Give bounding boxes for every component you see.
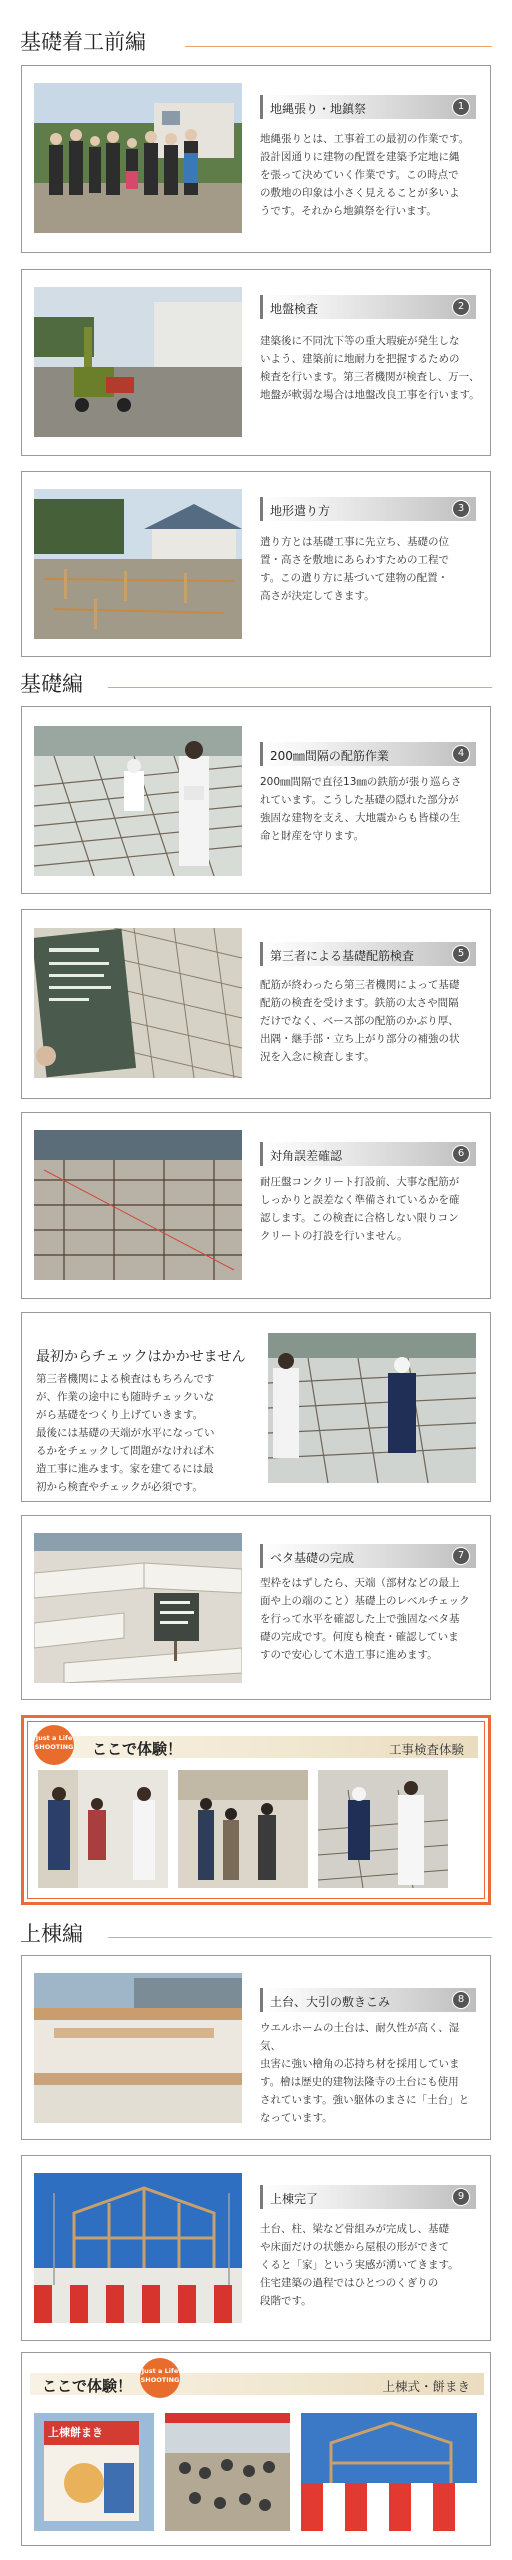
step-header [260, 2185, 476, 2209]
experience-catch: ここで体験！ [92, 1740, 183, 1758]
step-description: 配筋が終わったら第三者機関によって基礎 配筋の検査を受けます。鉄筋の太さや間隔 だけでなく、ベース部の配筋のかぶり厚、 出隅・継手部・立ち上がり部分の補強の状 況を入念に検査します。 [260, 979, 460, 1063]
check-panel [21, 1312, 491, 1502]
section-title-foundation: 基礎編 [20, 672, 83, 696]
slab-foundation-photo [34, 1533, 242, 1683]
step-number-badge: 2 [452, 298, 470, 316]
step-description: 建築後に不同沈下等の重大瑕疵が発生しな いよう、建築前に地耐力を把握するための 検査を行います。第三者機関が検査し、万一、 地盤が軟弱な場合は地盤改良工事を行います。 [260, 335, 480, 401]
rebar-work-photo [34, 726, 242, 876]
step-header [260, 1544, 476, 1568]
step-card-5 [21, 909, 491, 1099]
experience-label: 上棟式・餅まき [382, 2379, 470, 2394]
section-rule [108, 687, 492, 688]
ground-ceremony-photo [34, 83, 242, 233]
experience-photo-1 [38, 1770, 168, 1888]
check-panel-description: 第三者機関による検査はもちろんです が、作業の途中にも随時チェックいな がら基礎をつくり上げていきます。 最後には基礎の天端が水平になってい るかをチェックして問題がなければ木 造工事に進みます。家を建てるには最 初から検査やチェックが必須です。 [36, 1373, 215, 1493]
step-title: 200㎜間隔の配筋作業 [270, 749, 389, 763]
shooting-badge-icon: Just a Life SHOOTING [34, 1725, 74, 1765]
step-description: 遣り方とは基礎工事に先立ち、基礎の位 置・高さを敷地にあらわすための工程で す。この遣り方に基づいて建物の配置・ 高さが決定してきます。 [260, 536, 449, 602]
step-title: 対角誤差確認 [270, 1149, 343, 1163]
step-number-badge: 9 [452, 2188, 470, 2206]
step-header [260, 742, 476, 766]
step-title: 地盤検査 [270, 302, 319, 316]
mochimaki-sign-text: 上棟餅まき [48, 2426, 103, 2439]
section-rule [108, 1937, 492, 1938]
step-title: 第三者による基礎配筋検査 [270, 949, 415, 963]
experience-header [30, 2373, 484, 2395]
experience-box-inspection [21, 1715, 491, 1905]
step-card-4 [21, 706, 491, 894]
step-number-badge: 3 [452, 500, 470, 518]
step-description: 土台、柱、梁など骨組みが完成し、基礎 や床面だけの状態から屋根の形ができて くると「家」という実感が湧いてきます。 住宅建築の過程ではひとつのくぎりの 段階です。 [260, 2223, 459, 2307]
step-header [260, 1988, 476, 2012]
step-card-1 [21, 65, 491, 253]
ground-survey-photo [34, 287, 242, 437]
step-header [260, 95, 476, 119]
step-header [260, 295, 476, 319]
section-rule [185, 46, 492, 47]
experience-catch: ここで体験！ [42, 2377, 133, 2395]
experience-photo-crowd [165, 2413, 290, 2531]
step-header [260, 942, 476, 966]
step-header [260, 1142, 476, 1166]
step-title: 上棟完了 [270, 2192, 319, 2206]
step-title: 地形遣り方 [270, 504, 331, 518]
step-description: 200㎜間隔で直径13㎜の鉄筋が張り巡らさ れています。こうした基礎の隠れた部分が 強固な建物を支え、大地震からも皆様の生 命と財産を守ります。 [260, 776, 462, 842]
step-card-3 [21, 471, 491, 657]
step-card-8 [21, 1955, 491, 2140]
step-card-6 [21, 1112, 491, 1299]
step-title: 地縄張り・地鎮祭 [270, 102, 367, 116]
step-description: 型枠をはずしたら、天端（部材などの最上 面や上の端のこと）基礎上のレベルチェック を行って水平を確認した上で強固なベタ基 礎の完成です。何度も検査・確認していま すので安心して木造工事に進めます。 [260, 1577, 470, 1661]
rebar-inspection-photo [34, 928, 242, 1078]
step-number-badge: 4 [452, 745, 470, 763]
step-header [260, 497, 476, 521]
step-card-7 [21, 1515, 491, 1700]
step-title: 土台、大引の敷きこみ [270, 1995, 391, 2009]
batter-board-photo [34, 489, 242, 639]
experience-photo-ceremony [301, 2413, 477, 2531]
experience-photo-3 [318, 1770, 448, 1888]
step-card-2 [21, 269, 491, 456]
shooting-badge-icon: Just a Life SHOOTING [140, 2358, 180, 2398]
experience-photo-2 [178, 1770, 308, 1888]
step-description: 地縄張りとは、工事着工の最初の作業です。 設計図通りに建物の配置を建築予定地に縄 を張って決めていく作業です。この時点で の敷地の印象は小さく見えることが多いよ うです。それから地鎮祭を行います。 [260, 133, 470, 217]
sill-installation-photo [34, 1973, 242, 2123]
experience-photo-mochimaki-sign [34, 2413, 154, 2531]
diagonal-check-photo [34, 1130, 242, 1280]
section-title-framing: 上棟編 [20, 1922, 83, 1946]
section-title-pre-foundation: 基礎着工前編 [20, 30, 146, 54]
step-number-badge: 7 [452, 1547, 470, 1565]
step-number-badge: 6 [452, 1145, 470, 1163]
experience-header [48, 1736, 478, 1758]
check-panel-title: 最初からチェックはかかせません [36, 1349, 246, 1365]
experience-label: 工事検査体験 [388, 1742, 464, 1757]
step-number-badge: 8 [452, 1991, 470, 2009]
framing-complete-photo [34, 2173, 242, 2323]
step-card-9 [21, 2155, 491, 2341]
step-number-badge: 1 [452, 98, 470, 116]
step-number-badge: 5 [452, 945, 470, 963]
step-title: ベタ基礎の完成 [270, 1551, 355, 1565]
experience-box-framing-ceremony [21, 2352, 491, 2546]
step-description: ウエルホームの土台は、耐久性が高く、湿気、 虫害に強い檜角の芯持ち材を採用していま す。檜は歴史的建物法隆寺の土台にも使用 されています。強い躯体のまさに「土台」と なっています。 [260, 2022, 470, 2124]
onsite-check-photo [268, 1333, 476, 1483]
step-description: 耐圧盤コンクリート打設前、大事な配筋が しっかりと誤差なく準備されているかを確 認します。この検査に合格しない限りコン クリートの打設を行いません。 [260, 1176, 460, 1242]
